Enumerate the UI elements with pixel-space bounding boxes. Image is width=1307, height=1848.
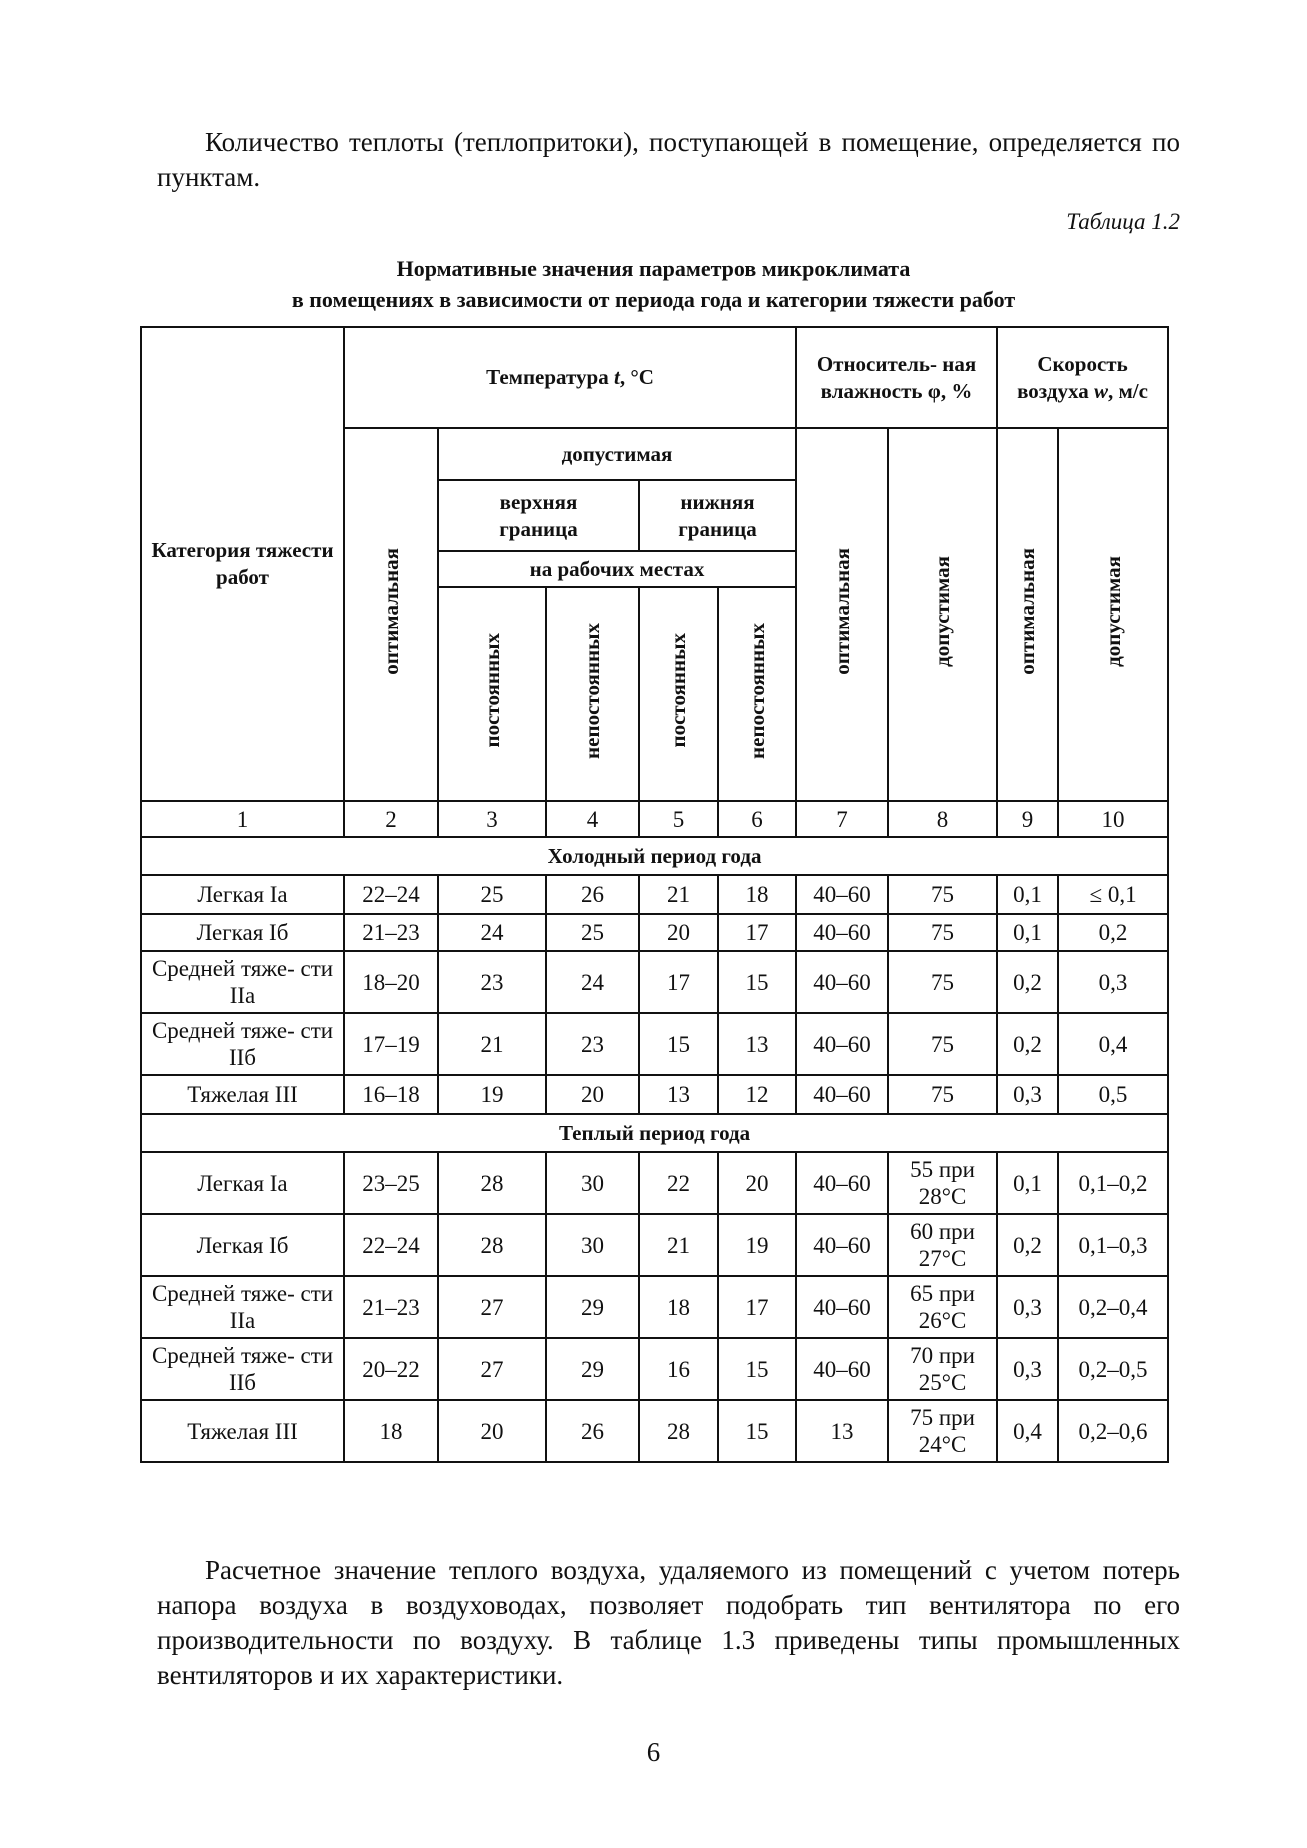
table-cell: 16: [639, 1338, 718, 1400]
cold-period-rows: [141, 875, 1168, 1114]
table-cell: 23: [438, 951, 546, 1013]
table-cell: 0,1: [997, 875, 1058, 914]
table-cell: ≤ 0,1: [1058, 875, 1168, 914]
row-category: Средней тяже- сти IIа: [141, 951, 344, 1013]
table-cell: 0,2: [997, 1214, 1058, 1276]
table-cell: 0,2–0,5: [1058, 1338, 1168, 1400]
header-humidity-optimal: [796, 428, 888, 801]
speed-prefix: Скорость воздуха: [1017, 351, 1128, 403]
table-cell: 28: [438, 1214, 546, 1276]
table-cell: 27: [438, 1338, 546, 1400]
speed-variable: w: [1093, 378, 1108, 403]
table-cell: 15: [718, 1338, 796, 1400]
table-cell: 18: [718, 875, 796, 914]
table-cell: 0,2: [997, 951, 1058, 1013]
col-num: 3: [438, 801, 546, 837]
col-num: 8: [888, 801, 997, 837]
table-cell: 15: [639, 1013, 718, 1075]
table-cell: 0,3: [1058, 951, 1168, 1013]
table-title: [140, 253, 1167, 315]
table-cell: 17: [718, 914, 796, 951]
row-category: Легкая Iб: [141, 1214, 344, 1276]
table-row: [141, 1075, 1168, 1114]
table-cell: 40–60: [796, 1338, 888, 1400]
table-cell: 75: [888, 875, 997, 914]
table-cell: 27: [438, 1276, 546, 1338]
table-cell: 60 при 27°С: [888, 1214, 997, 1276]
table-cell: 18: [639, 1276, 718, 1338]
table-cell: 65 при 26°С: [888, 1276, 997, 1338]
header-humidity-permissible: [888, 428, 997, 801]
col-num: 10: [1058, 801, 1168, 837]
table-cell: 40–60: [796, 1013, 888, 1075]
table-cell: 0,5: [1058, 1075, 1168, 1114]
header-temp-optimal: [344, 428, 438, 801]
table-cell: 24: [438, 914, 546, 951]
header-upper-permanent: [438, 587, 546, 801]
table-cell: 28: [639, 1400, 718, 1462]
header-air-speed: [997, 327, 1168, 428]
table-cell: 0,1: [997, 1152, 1058, 1214]
table-cell: 21: [639, 1214, 718, 1276]
table-cell: 30: [546, 1152, 639, 1214]
header-at-workplaces: на рабочих местах: [438, 551, 796, 587]
row-category: Тяжелая III: [141, 1400, 344, 1462]
table-title-line2: в помещениях в зависимости от периода года и категории тяжести работ: [291, 287, 1016, 312]
col-num: 7: [796, 801, 888, 837]
table-cell: 0,3: [997, 1338, 1058, 1400]
table-cell: 18: [344, 1400, 438, 1462]
page-number: 6: [646, 1737, 661, 1767]
header-lower-permanent: [639, 587, 718, 801]
row-category: Средней тяже- сти IIб: [141, 1013, 344, 1075]
table-cell: 20: [718, 1152, 796, 1214]
table-cell: 0,2–0,4: [1058, 1276, 1168, 1338]
speed-suffix: , м/с: [1107, 378, 1148, 403]
table-cell: 0,1: [997, 914, 1058, 951]
table-cell: 0,3: [997, 1276, 1058, 1338]
table-cell: 24: [546, 951, 639, 1013]
table-row: [141, 1338, 1168, 1400]
table-cell: 20–22: [344, 1338, 438, 1400]
table-cell: 40–60: [796, 914, 888, 951]
col-num: 5: [639, 801, 718, 837]
speed-optimal-label: оптимальная: [1015, 547, 1040, 675]
table-cell: 21–23: [344, 914, 438, 951]
upper-nonpermanent-label: непостоянных: [580, 622, 604, 759]
lower-permanent-label: постоянных: [666, 633, 690, 748]
header-lower-nonpermanent: [718, 587, 796, 801]
table-number: Таблица 1.2: [1066, 209, 1180, 234]
table-cell: 16–18: [344, 1075, 438, 1114]
table-cell: 25: [546, 914, 639, 951]
lower-nonpermanent-label: непостоянных: [744, 622, 769, 759]
temp-prefix: Температура: [486, 365, 614, 389]
row-category: Средней тяже- сти IIб: [141, 1338, 344, 1400]
microclimate-table: [140, 326, 1169, 1463]
cold-period-label: Холодный период года: [141, 837, 1168, 875]
table-cell: 40–60: [796, 1075, 888, 1114]
table-cell: 40–60: [796, 1214, 888, 1276]
table-cell: 19: [438, 1075, 546, 1114]
table-cell: 21: [639, 875, 718, 914]
table-cell: 40–60: [796, 951, 888, 1013]
table-row: [141, 1152, 1168, 1214]
temp-optimal-label: оптимальная: [378, 547, 403, 675]
col-num: 2: [344, 801, 438, 837]
header-upper-limit: верхняя граница: [438, 480, 639, 551]
table-cell: 55 при 28°С: [888, 1152, 997, 1214]
table-cell: 70 при 25°С: [888, 1338, 997, 1400]
table-cell: 40–60: [796, 875, 888, 914]
table-row: [141, 1013, 1168, 1075]
table-cell: 0,4: [997, 1400, 1058, 1462]
row-category: Средней тяже- сти IIа: [141, 1276, 344, 1338]
table-cell: 0,3: [997, 1075, 1058, 1114]
row-category: Легкая Iб: [141, 914, 344, 951]
table-cell: 13: [639, 1075, 718, 1114]
speed-permissible-label: допустимая: [1100, 555, 1125, 667]
temp-variable: t: [613, 365, 620, 389]
warm-period-label: Теплый период года: [141, 1114, 1168, 1152]
table-cell: 21: [438, 1013, 546, 1075]
table-cell: 30: [546, 1214, 639, 1276]
header-temperature: [344, 327, 796, 428]
table-cell: 75: [888, 1075, 997, 1114]
row-category: Легкая Iа: [141, 875, 344, 914]
table-cell: 25: [438, 875, 546, 914]
row-category: Легкая Iа: [141, 1152, 344, 1214]
table-cell: 40–60: [796, 1152, 888, 1214]
table-cell: 40–60: [796, 1276, 888, 1338]
temp-suffix: , °C: [619, 365, 654, 389]
upper-permanent-label: постоянных: [479, 633, 504, 748]
table-cell: 0,2–0,6: [1058, 1400, 1168, 1462]
header-temp-permissible: допустимая: [438, 428, 796, 480]
humidity-optimal-label: оптимальная: [829, 547, 854, 675]
col-num: 1: [141, 801, 344, 837]
table-row: [141, 951, 1168, 1013]
table-cell: 15: [718, 1400, 796, 1462]
table-title-line1: Нормативные значения параметров микроклимата: [396, 256, 911, 281]
table-row: [141, 1400, 1168, 1462]
col-num: 9: [997, 801, 1058, 837]
table-cell: 75: [888, 1013, 997, 1075]
table-cell: 21–23: [344, 1276, 438, 1338]
table-cell: 18–20: [344, 951, 438, 1013]
table-cell: 75: [888, 951, 997, 1013]
outro-paragraph: Расчетное значение теплого воздуха, удаляемого из помещений с учетом потерь напора воздуха в воздуховодах, позволяет подобрать тип вентилятора по его производительности по воздуху. В таблице 1.3 приведены типы промышленных вентиляторов и их характеристики.: [157, 1555, 1180, 1690]
row-category: Тяжелая III: [141, 1075, 344, 1114]
table-cell: 13: [718, 1013, 796, 1075]
table-cell: 17: [639, 951, 718, 1013]
table-cell: 22–24: [344, 1214, 438, 1276]
table-cell: 22: [639, 1152, 718, 1214]
table-cell: 23–25: [344, 1152, 438, 1214]
header-category: Категория тяжести работ: [141, 327, 344, 801]
table-cell: 0,2: [1058, 914, 1168, 951]
table-cell: 17–19: [344, 1013, 438, 1075]
table-cell: 23: [546, 1013, 639, 1075]
table-cell: 26: [546, 1400, 639, 1462]
table-cell: 13: [796, 1400, 888, 1462]
table-cell: 75 при 24°С: [888, 1400, 997, 1462]
table-cell: 0,1–0,2: [1058, 1152, 1168, 1214]
table-cell: 29: [546, 1276, 639, 1338]
header-lower-limit: нижняя граница: [639, 480, 796, 551]
table-cell: 0,1–0,3: [1058, 1214, 1168, 1276]
table-cell: 12: [718, 1075, 796, 1114]
table-cell: 29: [546, 1338, 639, 1400]
table-cell: 17: [718, 1276, 796, 1338]
table-row: [141, 1276, 1168, 1338]
table-cell: 20: [639, 914, 718, 951]
table-cell: 0,2: [997, 1013, 1058, 1075]
table-row: [141, 1214, 1168, 1276]
table-row: [141, 875, 1168, 914]
table-cell: 0,4: [1058, 1013, 1168, 1075]
warm-period-rows: [141, 1152, 1168, 1462]
table-cell: 20: [546, 1075, 639, 1114]
table-cell: 28: [438, 1152, 546, 1214]
table-cell: 26: [546, 875, 639, 914]
header-humidity: Относитель- ная влажность φ, %: [796, 327, 997, 428]
header-speed-permissible: [1058, 428, 1168, 801]
header-upper-nonpermanent: [546, 587, 639, 801]
col-num: 6: [718, 801, 796, 837]
table-cell: 22–24: [344, 875, 438, 914]
intro-paragraph: Количество теплоты (теплопритоки), поступающей в помещение, определяется по пунктам.: [157, 127, 1180, 192]
table-cell: 75: [888, 914, 997, 951]
table-row: [141, 914, 1168, 951]
column-number-row: [141, 801, 1168, 837]
table-cell: 15: [718, 951, 796, 1013]
humidity-permissible-label: допустимая: [930, 555, 955, 667]
col-num: 4: [546, 801, 639, 837]
header-speed-optimal: [997, 428, 1058, 801]
table-cell: 20: [438, 1400, 546, 1462]
table-cell: 19: [718, 1214, 796, 1276]
